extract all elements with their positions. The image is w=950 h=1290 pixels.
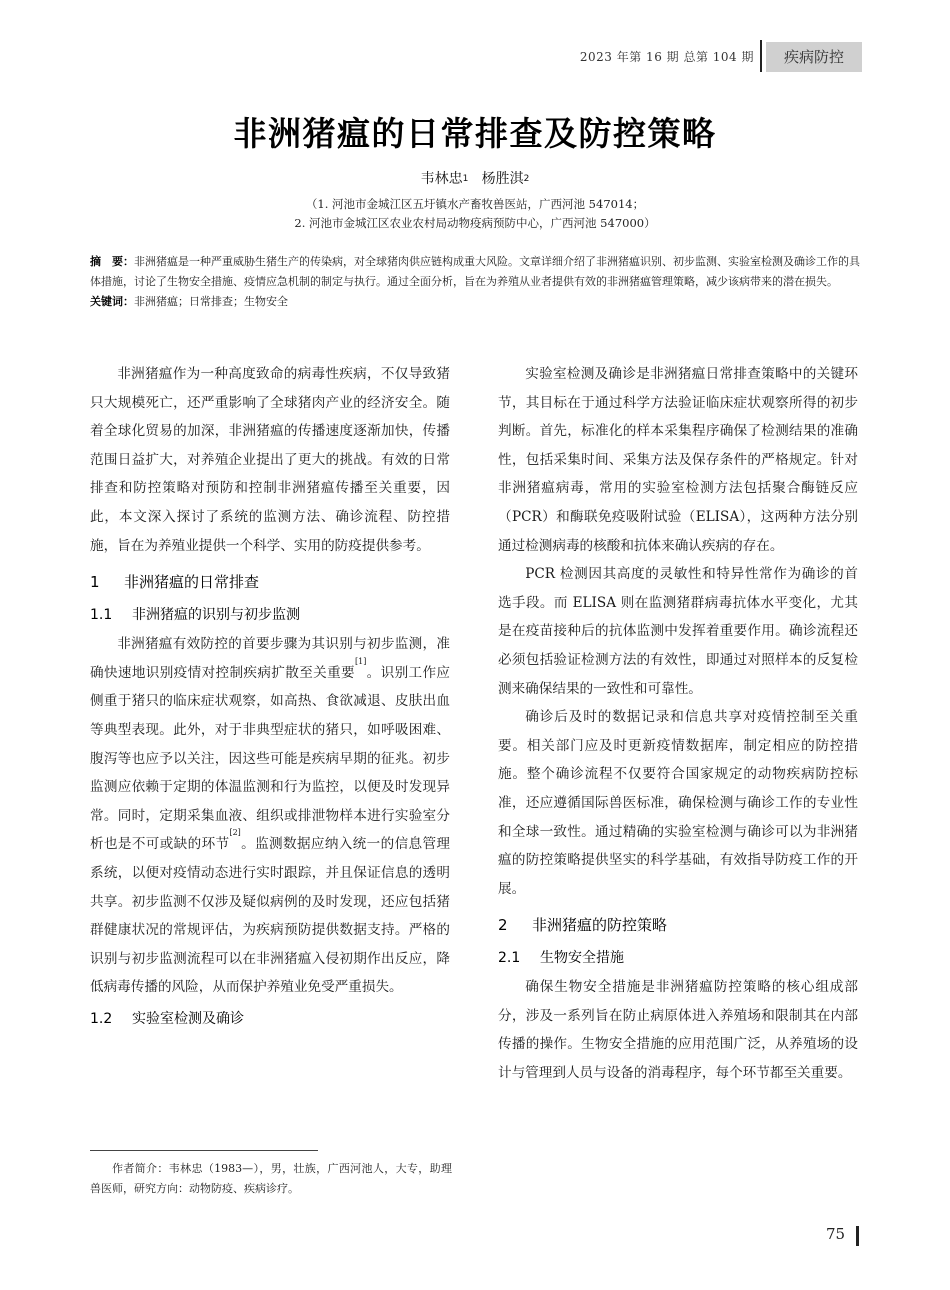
citation[interactable]: [2] bbox=[229, 828, 241, 838]
author-affil-mark: 2 bbox=[523, 174, 530, 184]
subsection-title: 实验室检测及确诊 bbox=[132, 1010, 244, 1027]
text-run: 。识别工作应侧重于猪只的临床症状观察，如高热、食欲减退、皮肤出血等典型表现。此外，对于非典型症状的猪只，如呼吸困难、腹泻等也应予以关注，因这些可能是疾病早期的征兆。初步监测应依赖于定期的体温监测和行为监控，以便及时发现异常。同时，定期采集血液、组织或排泄物样本进行实验室分析也是不可或缺的环节 bbox=[90, 664, 451, 853]
keywords bbox=[90, 292, 860, 312]
body-paragraph: 确保生物安全措施是非洲猪瘟防控策略的核心组成部分，涉及一系列旨在防止病原体进入养殖场和限制其在内部传播的操作。生物安全措施的应用范围广泛，从养殖场的设计与管理到人员与设备的消毒程序，每个环节都至关重要。 bbox=[498, 979, 858, 1082]
section-title: 非洲猪瘟的防控策略 bbox=[532, 916, 668, 935]
keywords-text: 非洲猪瘟；日常排查；生物安全 bbox=[134, 295, 288, 308]
intro-paragraph: 非洲猪瘟作为一种高度致命的病毒性疾病，不仅导致猪只大规模死亡，还严重影响了全球猪肉产业的经济安全。随着全球化贸易的加深，非洲猪瘟的传播速度逐渐加快，传播范围日益扩大，对养殖企业提出了更大的挑战。有效的日常排查和防控策略对预防和控制非洲猪瘟传播至关重要，因此，本文深入探讨了系统的监测方法、确诊流程、防控措施，旨在为养殖业提供一个科学、实用的防疫提供参考。 bbox=[90, 366, 450, 554]
issue-info: 2023 年第 16 期 总第 104 期 bbox=[579, 50, 754, 64]
section-tab: 疾病防控 bbox=[766, 42, 862, 72]
affiliations bbox=[0, 195, 950, 233]
author-name: 韦林忠 bbox=[420, 171, 463, 187]
subsection-title: 非洲猪瘟的识别与初步监测 bbox=[132, 607, 300, 624]
affiliation-line: 2. 河池市金城江区农业农村局动物疫病预防中心，广西河池 547000） bbox=[294, 216, 656, 230]
header-separator bbox=[760, 40, 762, 72]
body-paragraph: 实验室检测及确诊是非洲猪瘟日常排查策略中的关键环节，其目标在于通过科学方法验证临床症状观察所得的初步判断。首先，标准化的样本采集程序确保了检测结果的准确性，包括采集时间、采集方法及保存条件的严格规定。针对非洲猪瘟病毒，常用的实验室检测方法包括聚合酶链反应（PCR）和酶联免疫吸附试验（ELISA），这两种方法分别通过检测病毒的核酸和抗体来确认疾病的存在。 bbox=[498, 366, 858, 554]
body-paragraph: 确诊后及时的数据记录和信息共享对疫情控制至关重要。相关部门应及时更新疫情数据库，制定相应的防控措施。整个确诊流程不仅要符合国家规定的动物疾病防控标准，还应遵循国际兽医标准，确保检测与确诊工作的专业性和全球一致性。通过精确的实验室检测与确诊可以为非洲猪瘟的防控策略提供坚实的科学基础，有效指导防疫工作的开展。 bbox=[498, 709, 858, 897]
text-run: 非洲猪瘟有效防控的首要步骤为其识别与初步监测，准确快速地识别疫情对控制疾病扩散至关重要 bbox=[90, 636, 450, 681]
page-number: 75 bbox=[826, 1225, 846, 1243]
page-number-bar bbox=[856, 1226, 859, 1246]
author-name: 杨胜淇 bbox=[481, 171, 524, 187]
section-number: 2 bbox=[498, 916, 508, 935]
section-heading bbox=[90, 570, 450, 594]
author-affil-mark: 1 bbox=[462, 174, 469, 184]
body-paragraph bbox=[90, 630, 450, 1002]
author-line bbox=[0, 168, 950, 188]
subsection-heading bbox=[90, 602, 450, 628]
section-heading bbox=[498, 913, 858, 937]
subsection-heading bbox=[90, 1006, 450, 1032]
subsection-number: 1.1 bbox=[90, 607, 113, 624]
section-title: 非洲猪瘟的日常排查 bbox=[124, 573, 260, 592]
subsection-heading bbox=[498, 945, 858, 971]
section-number: 1 bbox=[90, 573, 100, 592]
citation[interactable]: [1] bbox=[354, 656, 367, 666]
right-column bbox=[498, 360, 858, 1088]
subsection-number: 1.2 bbox=[90, 1010, 113, 1027]
article-title: 非洲猪瘟的日常排查及防控策略 bbox=[233, 114, 717, 153]
keywords-label: 关键词： bbox=[90, 295, 134, 308]
abstract-block bbox=[90, 252, 860, 312]
abstract bbox=[90, 252, 860, 292]
text-run: 。监测数据应纳入统一的信息管理系统，以便对疫情动态进行实时跟踪，并且保证信息的透明共享。初步监测不仅涉及疑似病例的及时发现，还应包括猪群健康状况的常规评估，为疾病预防提供数据支持。严格的识别与初步监测流程可以在非洲猪瘟入侵初期作出反应，降低病毒传播的风险，从而保护养殖业免受严重损失。 bbox=[90, 836, 451, 996]
body-paragraph: PCR 检测因其高度的灵敏性和特异性常作为确诊的首选手段。而 ELISA 则在监测猪群病毒抗体水平变化，尤其是在疫苗接种后的抗体监测中发挥着重要作用。确诊流程还必须包括验证检测方法的有效性，即通过对照样本的反复检测来确保结果的一致性和可靠性。 bbox=[498, 566, 858, 697]
affiliation-line: （1. 河池市金城江区五圩镇水产畜牧兽医站，广西河池 547014； bbox=[305, 197, 645, 211]
subsection-number: 2.1 bbox=[498, 950, 521, 967]
footnote-rule bbox=[90, 1150, 318, 1151]
abstract-text: 非洲猪瘟是一种严重威胁生猪生产的传染病，对全球猪肉供应链构成重大风险。文章详细介绍了非洲猪瘟识别、初步监测、实验室检测及确诊工作的具体措施，讨论了生物安全措施、疫情应急机制的制定与执行。通过全面分析，旨在为养殖从业者提供有效的非洲猪瘟管理策略，减少该病带来的潜在损失。 bbox=[90, 255, 860, 288]
subsection-title: 生物安全措施 bbox=[540, 950, 624, 967]
left-column bbox=[90, 360, 450, 1034]
author-footnote: 作者简介：韦林忠（1983—），男，壮族，广西河池人，大专，助理兽医师，研究方向：动物防疫、疾病诊疗。 bbox=[90, 1162, 452, 1195]
abstract-label: 摘 要： bbox=[90, 255, 134, 268]
